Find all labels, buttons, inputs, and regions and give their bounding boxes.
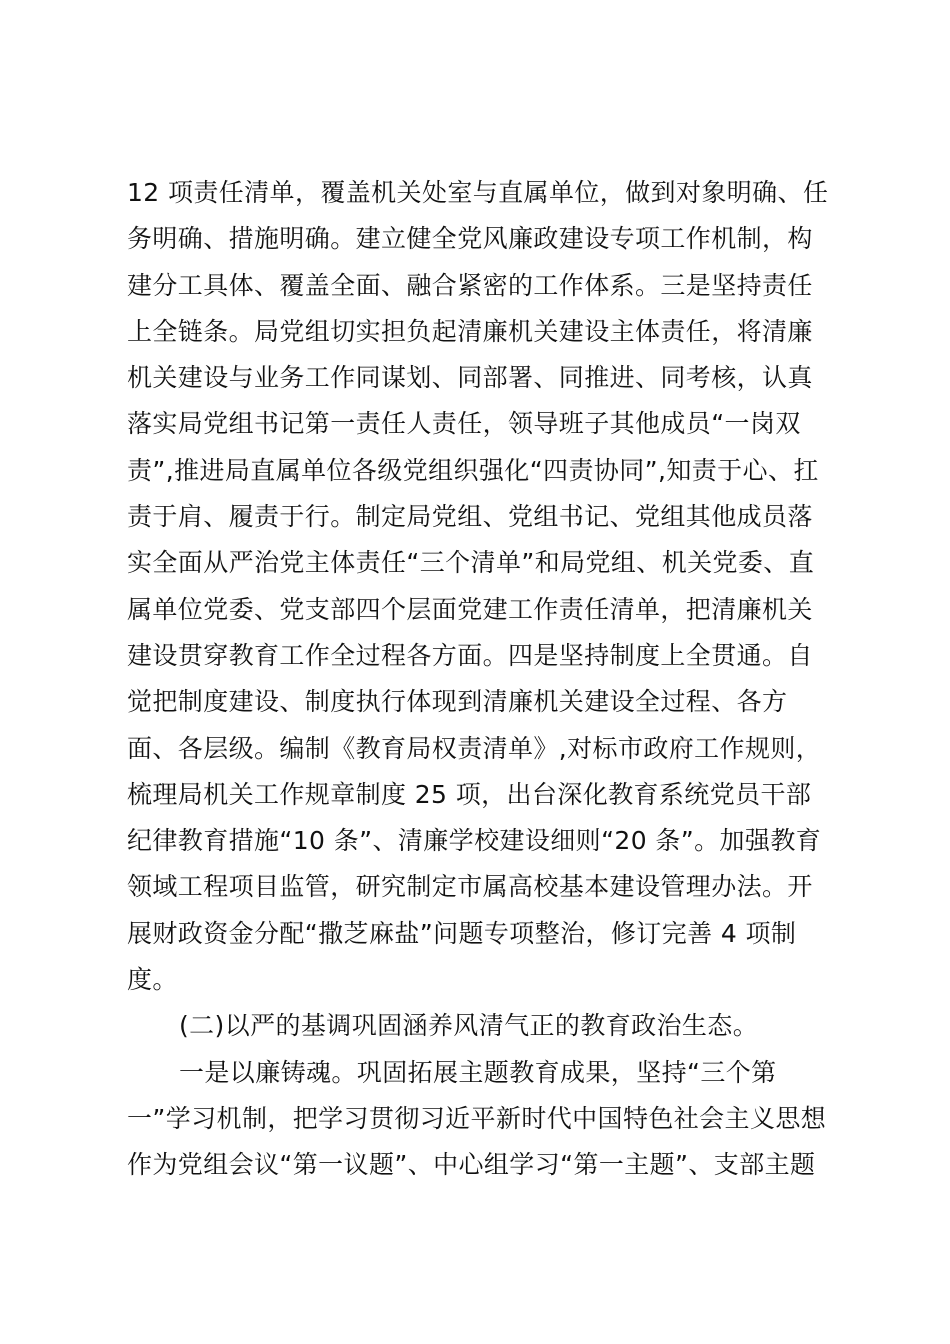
- text-line: 责”,推进局直属单位各级党组织强化“四责协同”,知责于心、扛: [127, 455, 819, 485]
- text-line: 纪律教育措施“10 条”、清廉学校建设细则“20 条”。加强教育: [127, 826, 822, 856]
- paragraph-start-line: 一是以廉铸魂。巩固拓展主题教育成果，坚持“三个第: [179, 1057, 777, 1087]
- text-line: 度。: [127, 965, 178, 995]
- text-line: 落实局党组书记第一责任人责任，领导班子其他成员“一岗双: [127, 409, 801, 439]
- text-line: 责于肩、履责于行。制定局党组、党组书记、党组其他成员落: [127, 502, 813, 532]
- text-line: 一”学习机制，把学习贯彻习近平新时代中国特色社会主义思想: [127, 1103, 827, 1133]
- text-line: 建分工具体、覆盖全面、融合紧密的工作体系。三是坚持责任: [127, 270, 813, 300]
- section-heading: (二)以严的基调巩固涵养风清气正的教育政治生态。: [179, 1011, 759, 1041]
- text-line: 属单位党委、党支部四个层面党建工作责任清单，把清廉机关: [127, 594, 813, 624]
- text-line: 觉把制度建设、制度执行体现到清廉机关建设全过程、各方: [127, 687, 788, 717]
- text-line: 作为党组会议“第一议题”、中心组学习“第一主题”、支部主题: [127, 1150, 816, 1180]
- text-line: 12 项责任清单，覆盖机关处室与直属单位，做到对象明确、任: [127, 178, 829, 207]
- text-line: 领域工程项目监管，研究制定市属高校基本建设管理办法。开: [127, 872, 813, 902]
- body-text: [127, 170, 837, 1189]
- text-line: 建设贯穿教育工作全过程各方面。四是坚持制度上全贯通。自: [127, 640, 813, 670]
- text-line: 梳理局机关工作规章制度 25 项，出台深化教育系统党员干部: [127, 779, 812, 809]
- text-line: 机关建设与业务工作同谋划、同部署、同推进、同考核，认真: [127, 363, 813, 393]
- text-line: 上全链条。局党组切实担负起清廉机关建设主体责任，将清廉: [127, 316, 813, 346]
- text-line: 实全面从严治党主体责任“三个清单”和局党组、机关党委、直: [127, 548, 815, 578]
- text-line: 展财政资金分配“撒芝麻盐”问题专项整治，修订完善 4 项制: [127, 918, 797, 948]
- text-line: 面、各层级。编制《教育局权责清单》,对标市政府工作规则，: [127, 733, 822, 763]
- text-line: 务明确、措施明确。建立健全党风廉政建设专项工作机制，构: [127, 224, 813, 254]
